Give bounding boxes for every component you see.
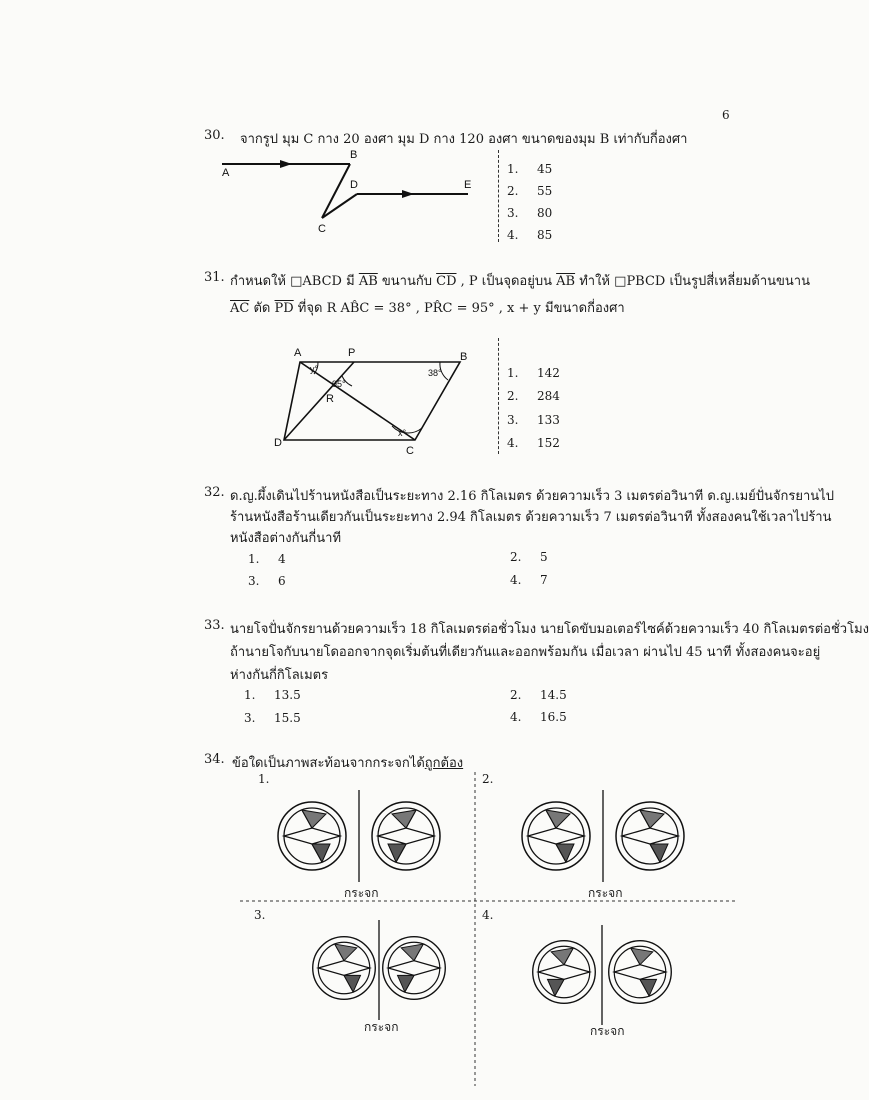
q30-choice-2[interactable]: 2. 55 — [507, 184, 553, 198]
q32-choice-4[interactable]: 4. 7 — [510, 573, 548, 587]
q31-label-a: A — [294, 347, 302, 359]
q31-question-line1: กำหนดให้ □ABCD มี $\overline{AB}$ ขนานกับ $\overline{CD}$ , P เป็นจุดอยู่บน $\overline{AB}$ ทำให้ □PBCD เป็นรูปสี่เหลี่ยมด้านขนาน — [230, 274, 810, 289]
q30-label-d: D — [350, 179, 358, 191]
q32-choice-3[interactable]: 3. 6 — [248, 574, 286, 588]
q31-label-95: 95° — [332, 379, 346, 389]
q31-label-b: B — [460, 351, 468, 363]
q31-label-p: P — [348, 347, 356, 359]
q31-label-38: 38° — [428, 368, 442, 378]
q30-arrow-ab — [280, 160, 292, 168]
q30-choice-3[interactable]: 3. 80 — [507, 206, 553, 220]
q31-label-y: y° — [310, 364, 319, 374]
q30-figure — [210, 142, 490, 242]
q31-label-c: C — [406, 445, 414, 457]
q32-choice-2[interactable]: 2. 5 — [510, 550, 548, 564]
q30-question-text: จากรูป มุม C กาง 20 องศา มุม D กาง 120 องศา ขนาดของมุม B เท่ากับกี่องศา — [240, 132, 688, 147]
q34-option-3-mirror-label: กระจก — [364, 1020, 399, 1034]
q31-label-x: x° — [398, 428, 407, 438]
q32-choice-1[interactable]: 1. 4 — [248, 552, 286, 566]
q30-choice-1[interactable]: 1. 45 — [507, 162, 553, 176]
q30-label-a: A — [222, 167, 230, 179]
q30-choices-divider — [498, 150, 499, 242]
q33-question-line1: นายโจปั่นจักรยานด้วยความเร็ว 18 กิโลเมตรต่อชั่วโมง นายโดขับมอเตอร์ไซค์ด้วยความเร็ว 40 กิโลเมตรต่อชั่วโมง — [230, 622, 869, 637]
page-number: 6 — [722, 108, 730, 122]
q32-question-line2: ร้านหนังสือร้านเดียวกันเป็นระยะทาง 2.94 กิโลเมตร ด้วยความเร็ว 7 เมตรต่อวินาที ทั้งสองคนใช้เวลาไปร้าน — [230, 510, 832, 525]
q34-option-2-number[interactable]: 2. — [482, 772, 494, 786]
q31-figure — [270, 340, 480, 460]
q30-label-c: C — [318, 223, 326, 235]
q31-label-r: R — [326, 393, 334, 405]
q30-label-e: E — [464, 179, 472, 191]
q34-figure — [240, 770, 750, 1090]
q34-option-1-image — [278, 790, 440, 882]
q31-choice-4[interactable]: 4. 152 — [507, 436, 560, 450]
q33-choice-4[interactable]: 4. 16.5 — [510, 710, 567, 724]
q34-option-1-mirror-label: กระจก — [344, 886, 379, 900]
q33-choice-2[interactable]: 2. 14.5 — [510, 688, 567, 702]
q34-option-2-mirror-label: กระจก — [588, 886, 623, 900]
q30-arrow-de — [402, 190, 414, 198]
q34-option-4-image — [533, 925, 672, 1025]
q31-choice-1[interactable]: 1. 142 — [507, 366, 560, 380]
q34-number: 34. — [204, 752, 225, 767]
q32-number: 32. — [204, 485, 225, 500]
q34-option-3-number[interactable]: 3. — [254, 908, 266, 922]
q33-choice-3[interactable]: 3. 15.5 — [244, 711, 301, 725]
q31-segment-pd — [284, 362, 354, 440]
q30-choice-4[interactable]: 4. 85 — [507, 228, 553, 242]
q33-choice-1[interactable]: 1. 13.5 — [244, 688, 301, 702]
q31-choices-divider — [498, 338, 499, 454]
q33-question-line3: ห่างกันกี่กิโลเมตร — [230, 668, 329, 683]
q32-question-line1: ด.ญ.ผึ้งเดินไปร้านหนังสือเป็นระยะทาง 2.16 กิโลเมตร ด้วยความเร็ว 3 เมตรต่อวินาที ด.ญ.เมย์ปั่นจักรยานไป — [230, 489, 834, 504]
q34-option-3-image — [313, 920, 446, 1020]
q34-question-text: ข้อใดเป็นภาพสะท้อนจากกระจกได้ถูกต้อง — [232, 756, 464, 771]
q30-line-bc — [322, 164, 350, 218]
q34-option-4-number[interactable]: 4. — [482, 908, 494, 922]
q33-question-line2: ถ้านายโจกับนายโดออกจากจุดเริ่มต้นที่เดียวกันและออกพร้อมกัน เมื่อเวลา ผ่านไป 45 นาที ทั้งสองคนจะอยู่ — [230, 645, 821, 660]
q31-label-d: D — [274, 437, 282, 449]
q34-option-2-image — [522, 790, 684, 882]
q31-choice-2[interactable]: 2. 284 — [507, 389, 560, 403]
q34-option-4-mirror-label: กระจก — [590, 1024, 625, 1038]
q33-number: 33. — [204, 618, 225, 633]
q30-label-b: B — [350, 149, 358, 161]
q32-question-line3: หนังสือต่างกันกี่นาที — [230, 531, 342, 546]
q31-choice-3[interactable]: 3. 133 — [507, 413, 560, 427]
q31-question-line2: $\overline{AC}$ ตัด $\overline{PD}$ ที่จุด R AB̂C = 38° , PR̂C = 95° , x + y มีขนาดกี่องศา — [230, 301, 625, 316]
q31-number: 31. — [204, 270, 225, 285]
q34-option-1-number[interactable]: 1. — [258, 772, 270, 786]
q30-number: 30. — [204, 128, 225, 143]
